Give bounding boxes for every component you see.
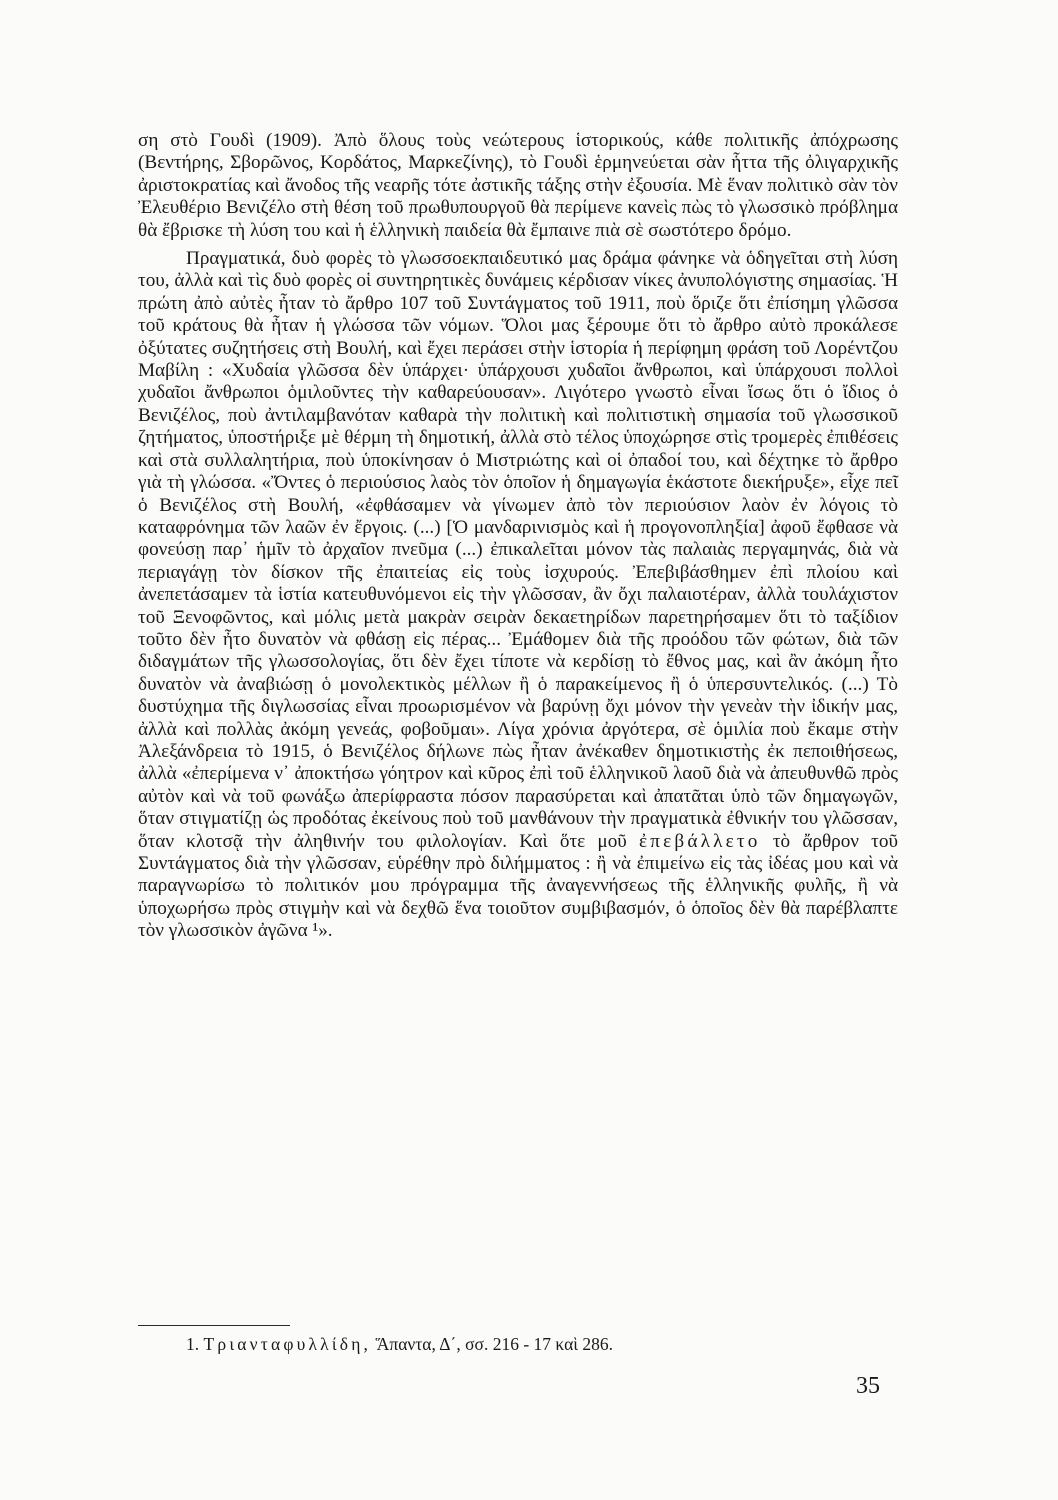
footnote <box>186 1333 826 1355</box>
paragraph-2-spaced-word: ἐπεβάλλετο <box>639 830 761 852</box>
paragraph-2-main: Πραγματικά, δυὸ φορὲς τὸ γλωσσοεκπαιδευτικό μας δράμα φάνηκε νὰ ὁδηγεῖται στὴ λύση του, ἀλλὰ καὶ τὶς δυὸ φορὲς οἱ συντηρητικὲς δυνάμεις κέρδισαν νίκες ἀνυπολόγιστης σημασίας. Ἡ πρώτη ἀπὸ αὐτὲς ἦταν τὸ ἄρθρο 107 τοῦ Συντάγματος τοῦ 1911, ποὺ ὅριζε ὅτι ἐπίσημη γλῶσσα τοῦ κράτους θὰ ἦταν ἡ γλώσσα τῶν νόμων. Ὅλοι μας ξέρουμε ὅτι τὸ ἄρθρο αὐτὸ προκάλεσε ὀξύτατες συζητήσεις στὴ Βουλή, καὶ ἔχει περάσει στὴν ἱστορία ἡ περίφημη φράση τοῦ Λορέντζου Μαβίλη : «Χυδαία γλῶσσα δὲν ὑπάρχει· ὑπάρχουσι χυδαῖοι ἄνθρωποι, καὶ ὑπάρχουσι πολλοὶ χυδαῖοι ἄνθρωποι ὁμιλοῦντες τὴν καθαρεύουσαν». Λιγότερο γνωστὸ εἶναι ἴσως ὅτι ὁ ἴδιος ὁ Βενιζέλος, ποὺ ἀντιλαμβανόταν καθαρὰ τὴν πολιτικὴ καὶ πολιτιστικὴ σημασία τοῦ γλωσσικοῦ ζητήματος, ὑποστήριξε μὲ θέρμη τὴ δημοτική, ἀλλὰ στὸ τέλος ὑποχώρησε στὶς τρομερὲς ἐπιθέσεις καὶ στὰ συλλαλητήρια, ποὺ ὑποκίνησαν ὁ Μιστριώτης καὶ οἱ ὀπαδοί του, καὶ δέχτηκε τὸ ἄρθρο γιὰ τὴ γλώσσα. «Ὄντες ὁ περιούσιος λαὸς τὸν ὁποῖον ἡ δημαγωγία ἑκάστοτε διεκήρυξε», εἶχε πεῖ ὁ Βενιζέλος στὴ Βουλή, «ἐφθάσαμεν νὰ γίνωμεν ἀπὸ τὸν περιούσιον λαὸν ἐν λόγοις τὸ καταφρόνημα τῶν λαῶν ἐν ἔργοις. (...) [Ὁ μανδαρινισμὸς καὶ ἡ προγονοπληξία] ἀφοῦ ἔφθασε νὰ φονεύσῃ παρ᾽ ἡμῖν τὸ ἀρχαῖον πνεῦμα (...) ἐπικαλεῖται μόνον τὰς παλαιὰς περγαμηνάς, διὰ νὰ περιαγάγῃ τὸν δίσκον τῆς ἐπαιτείας εἰς τοὺς ἰσχυρούς. Ἐπεβιβάσθημεν ἐπὶ πλοίου καὶ ἀνεπετάσαμεν τὰ ἱστία κατευθυνόμενοι εἰς τὴν γλῶσσαν, ἂν ὄχι παλαιοτέραν, ἀλλὰ τουλάχιστον τοῦ Ξενοφῶντος, καὶ μόλις μετὰ μακρὰν σειρὰν δεκαετηρίδων παρετηρήσαμεν ὅτι τὸ ταξίδιον τοῦτο δὲν ἦτο δυνατὸν νὰ φθάσῃ εἰς πέρας... Ἐμάθομεν διὰ τῆς προόδου τῶν φώτων, διὰ τῶν διδαγμάτων τῆς γλωσσολογίας, ὅτι δὲν ἔχει τίποτε νὰ κερδίσῃ τὸ ἔθνος μας, καὶ ἂν ἀκόμη ἦτο δυνατὸν νὰ ἀναβιώσῃ ὁ μονολεκτικὸς μέλλων ἢ ὁ παρακείμενος ἢ ὁ ὑπερσυντελικός. (...) Τὸ δυστύχημα τῆς διγλωσσίας εἶναι προωρισμένον νὰ βαρύνῃ ὄχι μόνον τὴν γενεὰν τὴν ἰδικήν μας, ἀλλὰ καὶ πολλὰς ἀκόμη γενεάς, φοβοῦμαι». Λίγα χρόνια ἀργότερα, σὲ ὁμιλία ποὺ ἔκαμε στὴν Ἀλεξάνδρεια τὸ 1915, ὁ Βενιζέλος δήλωνε πὼς ἦταν ἀνέκαθεν δημοτικιστὴς ἐκ πεποιθήσεως, ἀλλὰ «ἐπερίμενα ν᾽ ἀποκτήσω γόητρον καὶ κῦρος ἐπὶ τοῦ ἑλληνικοῦ λαοῦ διὰ νὰ ἀπευθυνθῶ πρὸς αὐτὸν καὶ νὰ τοῦ φωνάξω ἀπερίφραστα πόσον παρασύρεται καὶ ἀπατᾶται ὑπὸ τῶν δημαγωγῶν, ὅταν στιγματίζῃ ὡς προδότας ἐκείνους ποὺ τοῦ μανθάνουν τὴν πραγματικὰ ἐθνικήν του γλῶσσαν, ὅταν κλοτσᾷ τὴν ἀληθινήν του φιλολογίαν. Καὶ ὅτε μοῦ <box>138 248 898 852</box>
footnote-rule <box>138 1325 290 1326</box>
footnote-number: 1. <box>186 1334 200 1354</box>
footnote-reference: Ἅπαντα, Δ΄, σσ. 216 - 17 καὶ 286. <box>375 1334 613 1354</box>
page-number: 35 <box>856 1373 880 1399</box>
body-text <box>138 130 898 943</box>
paragraph-2-end: τὸ ἄρθρον τοῦ Συντάγματος διὰ τὴν γλῶσσαν, εὑρέθην πρὸ διλήμματος : ἢ νὰ ἐπιμείνω εἰς τὰς ἰδέας μου καὶ νὰ παραγνωρίσω τὸ πολιτικόν μου πρόγραμμα τῆς ἀναγεννήσεως τῆς ἑλληνικῆς φυλῆς, ἢ νὰ ὑποχωρήσω πρὸς στιγμὴν καὶ νὰ δεχθῶ ἕνα τοιοῦτον συμβιβασμόν, ὁ ὁποῖος δὲν θὰ παρέβλαπτε τὸν γλωσσικὸν ἀγῶνα ¹». <box>138 830 898 942</box>
paragraph-2 <box>138 248 898 943</box>
footnote-author: Τριανταφυλλίδη, <box>203 1334 372 1354</box>
paragraph-1: ση στὸ Γουδὶ (1909). Ἀπὸ ὅλους τοὺς νεώτερους ἱστορικούς, κάθε πολιτικῆς ἀπόχρωσης (Βεντήρης, Σβορῶνος, Κορδάτος, Μαρκεζίνης), τὸ Γουδὶ ἑρμηνεύεται σὰν ἧττα τῆς ὀλιγαρχικῆς ἀριστοκρατίας καὶ ἄνοδος τῆς νεαρῆς τότε ἀστικῆς τάξης στὴν ἐξουσία. Μὲ ἕναν πολιτικὸ σὰν τὸν Ἐλευθέριο Βενιζέλο στὴ θέση τοῦ πρωθυπουργοῦ θὰ περίμενε κανεὶς πὼς τὸ γλωσσικὸ πρόβλημα θὰ ἔβρισκε τὴ λύση του καὶ ἡ ἑλληνικὴ παιδεία θὰ ἔμπαινε πιὰ σὲ σωστότερο δρόμο. <box>138 130 898 241</box>
